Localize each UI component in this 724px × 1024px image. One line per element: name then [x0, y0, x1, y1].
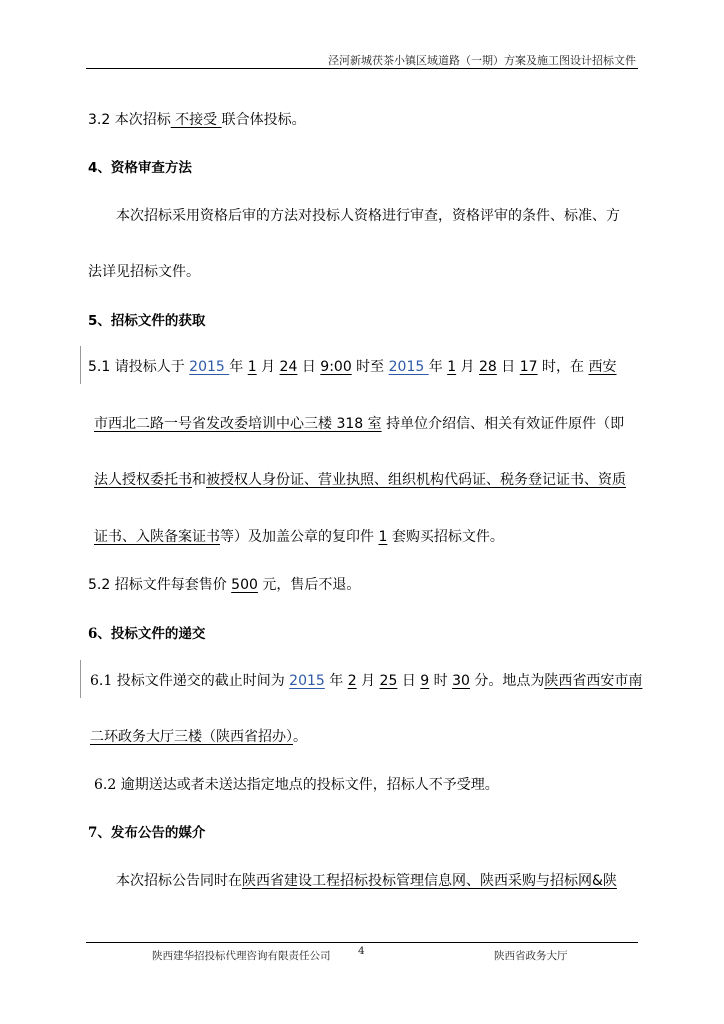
location: 二环政务大厅三楼（陕西省招办）	[90, 729, 293, 745]
section-7-para	[116, 871, 617, 891]
clause-3-2-tail: 联合体投标。	[221, 112, 306, 128]
text: 月	[456, 359, 480, 375]
media-list: 陕西省建设工程招标投标管理信息网、陕西采购与招标网&陕	[242, 873, 617, 889]
clause-5-2	[88, 575, 360, 595]
section-4-para-line2: 法详见招标文件。	[88, 264, 200, 280]
start-year: 2015	[189, 359, 230, 375]
text: 时至	[351, 359, 389, 375]
text: 套购买招标文件。	[387, 529, 504, 545]
text: 年	[428, 359, 448, 375]
text: 。	[293, 729, 307, 745]
clause-6-1-line1	[90, 671, 642, 691]
text: 投标文件递交的截止时间为	[112, 673, 290, 689]
required-doc: 法人授权委托书	[94, 472, 192, 488]
text: 日	[397, 673, 421, 689]
deadline-minute: 30	[452, 673, 470, 689]
section-6-heading	[88, 624, 205, 644]
end-day: 28	[479, 359, 497, 375]
text: 月	[256, 359, 280, 375]
text: 日	[496, 359, 520, 375]
text: 持单位介绍信、相关有效证件原件（即	[381, 416, 625, 432]
location: 陕西省西安市南	[544, 673, 643, 689]
location: 市西北二路一号省发改委培训中心三楼 318 室	[94, 416, 382, 432]
text: 年	[229, 359, 248, 375]
required-doc: 被授权人身份证、营业执照、组织机构代码证、税务登记证书、资质	[206, 472, 626, 488]
start-day: 24	[279, 359, 298, 375]
text: 年	[324, 673, 348, 689]
section-number: 6	[88, 626, 98, 642]
text: 分。地点为	[469, 673, 545, 689]
section-title: 、发布公告的媒介	[97, 825, 206, 841]
section-7-heading	[88, 823, 205, 843]
clause-5-1-line4	[94, 527, 504, 547]
clause-5-1-line3	[94, 470, 626, 490]
clause-3-2-text: 3.2 本次招标	[88, 112, 171, 128]
page-number: 4	[358, 945, 365, 957]
text: 元，售后不退。	[257, 577, 361, 593]
section-title: 、投标文件的递交	[97, 626, 206, 642]
start-time: 9:00	[320, 359, 352, 375]
header-rule	[86, 68, 638, 69]
footer-company: 陕西建华招投标代理咨询有限责任公司	[152, 950, 331, 962]
footer-rule	[86, 942, 638, 943]
footer-venue: 陕西省政务大厅	[494, 950, 568, 962]
deadline-year: 2015	[289, 673, 325, 689]
section-4-heading: 4、资格审查方法	[88, 160, 192, 176]
text: 时，在	[537, 359, 589, 375]
deadline-month: 2	[347, 673, 357, 689]
text: 5.1 请投标人于	[88, 359, 190, 375]
end-month: 1	[447, 359, 457, 375]
quantity: 1	[378, 529, 388, 545]
clause-number: 6.2	[94, 777, 117, 793]
text: 和	[192, 472, 206, 488]
clause-3-2-value: 不接受	[170, 112, 222, 128]
clause-6-1-line2	[90, 727, 307, 747]
text: 本次招标公告同时在	[116, 873, 242, 889]
text: 日	[297, 359, 321, 375]
header-title: 泾河新城茯茶小镇区域道路（一期）方案及施工图设计招标文件	[328, 54, 636, 67]
required-doc: 证书、入陕备案证书	[94, 529, 220, 545]
section-5-heading: 5、招标文件的获取	[88, 313, 206, 329]
clause-5-1-line1	[88, 357, 616, 377]
price: 500	[231, 577, 258, 593]
text: 时	[429, 673, 453, 689]
change-bar	[80, 660, 81, 698]
text: 月	[356, 673, 380, 689]
location: 西安	[588, 359, 617, 375]
clause-6-2	[94, 775, 499, 795]
clause-3-2	[88, 110, 306, 130]
text: 5.2 招标文件每套售价	[88, 577, 232, 593]
clause-5-1-line2	[94, 414, 624, 434]
end-time: 17	[519, 359, 538, 375]
clause-number: 6.1	[90, 673, 113, 689]
text: 等）及加盖公章的复印件	[220, 529, 379, 545]
start-month: 1	[247, 359, 257, 375]
change-bar	[80, 346, 81, 384]
end-year: 2015	[388, 359, 429, 375]
deadline-day: 25	[379, 673, 398, 689]
section-4-para-line1: 本次招标采用资格后审的方法对投标人资格进行审查，资格评审的条件、标准、方	[116, 208, 620, 224]
deadline-hour: 9	[420, 673, 430, 689]
text: 逾期送达或者未送达指定地点的投标文件，招标人不予受理。	[116, 777, 499, 793]
section-number: 7	[88, 825, 98, 841]
